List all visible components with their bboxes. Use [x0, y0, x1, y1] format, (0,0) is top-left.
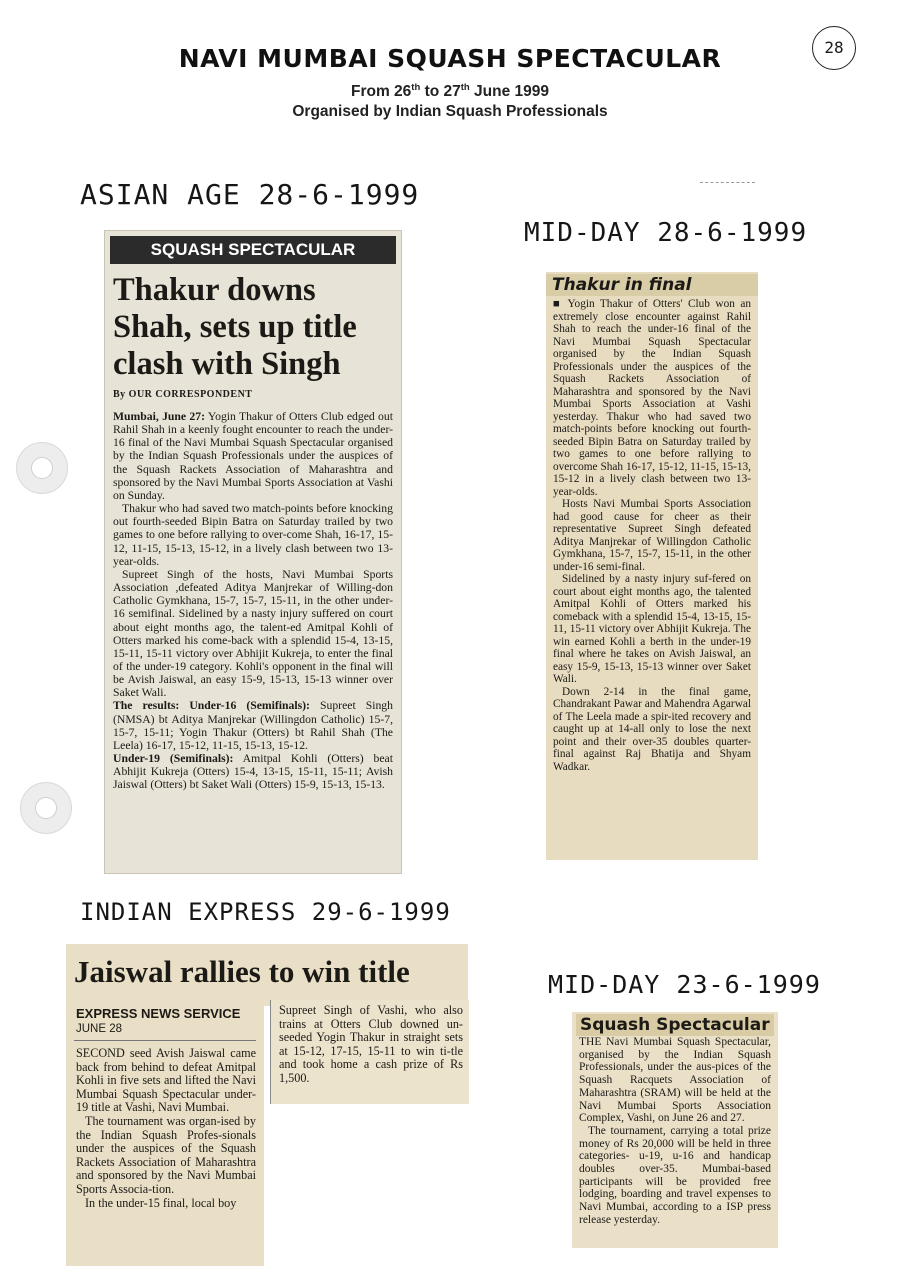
headline: Thakur in final [546, 274, 758, 296]
headline: Thakur downs Shah, sets up title clash with Singh [113, 272, 357, 382]
label-indian-express: INDIAN EXPRESS 29-6-1999 [80, 898, 451, 926]
article-body: SECOND seed Avish Jaiswal came back from behind to defeat Amitpal Kohli in five sets and lifted the Navi Mumbai Squash Spectacular under-19 title at Vashi, Navi Mumbai. The tournament was organ-ised by the Indian Squash Profes-sionals under the auspices of the Squash Rackets Association of Maharashtra and sponsored by the Navi Mumbai Sports Associa-tion. In the under-15 final, local boy [76, 1046, 256, 1210]
event-dates: From 26th to 27th June 1999 [350, 82, 549, 101]
byline: By OUR CORRESPONDENT [113, 389, 253, 400]
bullet-icon: ■ [553, 298, 563, 310]
clipping-express-col1 [66, 1004, 264, 1266]
article-date: JUNE 28 [76, 1023, 123, 1035]
news-service: EXPRESS NEWS SERVICE [76, 1006, 241, 1021]
clipping-express-col2 [270, 1000, 469, 1104]
clipping-midday-final [546, 272, 758, 860]
clipping-express-headline [66, 944, 468, 1006]
article-body: Supreet Singh of Vashi, who also trains at Otters Club downed un-seeded Yogin Thakur in straight sets at 15-12, 17-15, 15-11 to win ti-tle and took home a cash prize of Rs 1,500. [279, 1003, 463, 1085]
article-body: THE Navi Mumbai Squash Spectacular, organised by the Indian Squash Professionals, under the aus-pices of the Squash Racquets Association of Maharashtra (SRAM) will be held at the Navi Mumbai Sports Association Complex, Vashi, on June 26 and 27. The tournament, carrying a total prize money of Rs 20,000 will be held in three categories- u-19, u-16 and handicap doubles over-35. Mumbai-based participants will be provided free lodging, boarding and travel expenses to Navi Mumbai, according to a ISP press release yesterday. [579, 1036, 771, 1226]
headline: Squash Spectacular [576, 1014, 774, 1036]
section-banner: SQUASH SPECTACULAR [110, 236, 396, 264]
article-body: Mumbai, June 27: Yogin Thakur of Otters Club edged out Rahil Shah in a keenly fought encounter to reach the under-16 final of the Navi Mumbai Squash Spectacular organised by the Indian Squash Professionals under the auspices of the Squash Rackets Association of Maharashtra and sponsored by the Navi Mumbai Sports Association at Vashi on Sunday. Thakur who had saved two match-points before knocking out fourth-seeded Bipin Batra on Saturday trailed by two games to one before rallying to over-come Shah, 16-17, 15-12, 11-15, 15-13, 15-12, in a lively clash between two 13-year-olds. Supreet Singh of the hosts, Navi Mumbai Sports Association ,defeated Aditya Manjrekar of Willing-don Catholic Gymkhana, 15-7, 15-7, 15-11, in the other under-16 semifinal. Sidelined by a nasty injury suffered on court about eight months ago, the talent-ed Amitpal Kohli of Otters marked his come-back with a splendid 15-4, 13-15, 15-11, 15-11 victory over Abhijit Kukreja, to enter the final of the under-19 category. Kohli's opponent in the final will be Avish Jaiswal, an easy 15-9, 15-13, 15-13 winner over Saket Wali. The results: Under-16 (Semifinals): Supreet Singh (NMSA) bt Aditya Manjrekar (Willingdon Catholic) 15-7, 15-7, 15-11; Yogin Thakur (Otters) bt Rahil Shah (The Leela) 16-17, 15-12, 11-15, 15-13, 15-12. Under-19 (Semifinals): Amitpal Kohli (Otters) beat Abhijit Kukreja (Otters) 15-4, 13-15, 15-11, 15-11; Avish Jaiswal (Otters) bt Saket Wali (Otters) 15-9, 15-13, 15-13. [113, 410, 393, 792]
headline: Jaiswal rallies to win title [74, 954, 410, 989]
organiser-line: Organised by Indian Squash Professionals [292, 103, 608, 120]
divider [74, 1040, 256, 1041]
label-asian-age: ASIAN AGE 28-6-1999 [80, 178, 420, 211]
clipping-asian-age [104, 230, 402, 874]
article-body: ■ Yogin Thakur of Otters' Club won an extremely close encounter against Rahil Shah to reach the under-16 final of the Navi Mumbai Squash Spectacular organised by the Indian Squash Professionals under the auspices of the Squash Rackets Association of Maharashtra and sponsored by the Navi Mumbai Sports Association at Vashi yesterday. Thakur who had saved two match-points before knocking out fourth-seeded Bipin Batra on Saturday trailed by two games to one before rallying to overcome Shah 16-17, 15-12, 11-15, 15-13, 15-12 in a lively clash between two 13-year-olds. Hosts Navi Mumbai Sports Association had good cause for cheer as their representative Supreet Singh defeated Aditya Manjrekar of Willingdon Catholic Gymkhana, 15-7, 15-7, 15-11, in the other under-16 semi-final. Sidelined by a nasty injury suf-fered on court about eight months ago, the talented Amitpal Kohli of Otters marked his comeback with a splendid 15-4, 13-15, 15-11, 15-11 victory over Abhijit Kukreja. The win earned Kohli a berth in the under-19 final where he takes on Avish Jaiswal, an easy 15-9, 15-13, 15-13 winner over Saket Wali. Down 2-14 in the final game, Chandrakant Pawar and Mahendra Agarwal of The Leela made a spir-ited recovery and caught up at 14-all only to lose the next point and their over-35 doubles quarter-final against Raj Bhatija and Shyam Wadkar. [553, 298, 752, 773]
punch-hole-icon [16, 442, 68, 494]
page-number: 28 [812, 26, 856, 70]
page-title: NAVI MUMBAI SQUASH SPECTACULAR [178, 44, 722, 73]
pencil-mark [700, 182, 755, 183]
punch-hole-icon [20, 782, 72, 834]
label-midday-2: MID-DAY 23-6-1999 [548, 970, 821, 999]
label-midday-1: MID-DAY 28-6-1999 [524, 218, 808, 248]
clipping-midday-spectacular [572, 1012, 778, 1248]
